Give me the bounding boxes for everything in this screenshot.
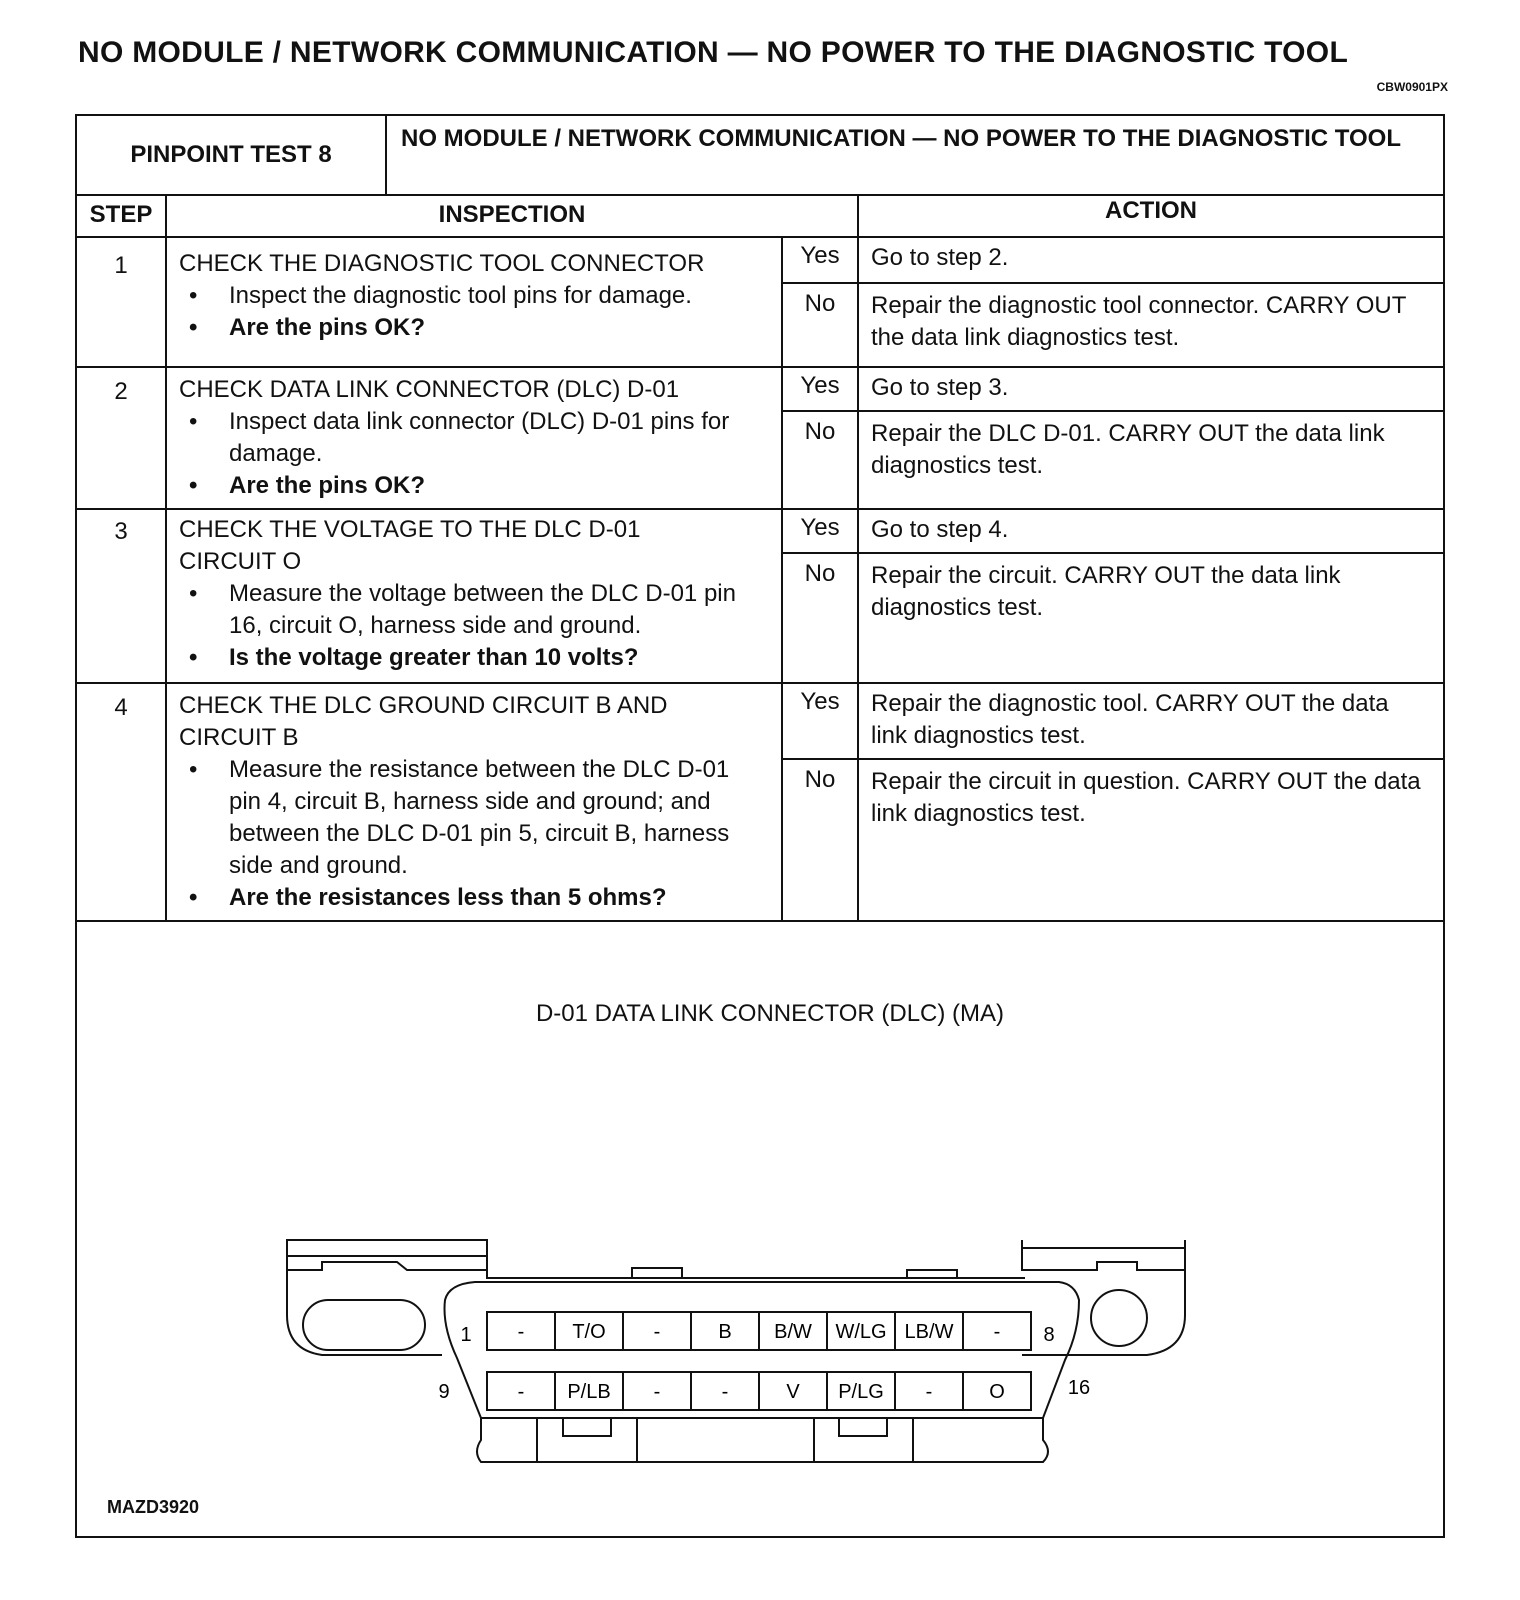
step-heading: CHECK THE DIAGNOSTIC TOOL CONNECTOR — [179, 250, 705, 277]
pin-10: P/LB — [567, 1381, 611, 1403]
yes-no-column — [781, 236, 857, 366]
yes-no-column — [781, 508, 857, 682]
pin-16: O — [989, 1381, 1005, 1403]
pin-13: V — [786, 1381, 800, 1403]
pin-11: - — [653, 1381, 661, 1403]
yes-label: Yes — [800, 514, 840, 541]
pin-number-9: 9 — [438, 1381, 450, 1403]
pin-12: - — [721, 1381, 729, 1403]
no-action: Repair the circuit in question. CARRY OUT the data link diagnostics test. — [859, 758, 1443, 920]
pin-14: P/LG — [838, 1381, 884, 1403]
diagram-title: D-01 DATA LINK CONNECTOR (DLC) (MA) — [535, 1000, 1005, 1027]
test-title-row — [77, 116, 1443, 196]
action-column — [857, 236, 1443, 366]
no-label: No — [783, 282, 857, 366]
pin-3: - — [653, 1321, 661, 1343]
step-heading: CHECK DATA LINK CONNECTOR (DLC) D-01 — [179, 376, 680, 403]
step-number: 3 — [114, 518, 128, 545]
no-action: Repair the circuit. CARRY OUT the data link diagnostics test. — [859, 552, 1443, 682]
pin-2: T/O — [572, 1321, 606, 1343]
pin-9: - — [517, 1381, 525, 1403]
action-column — [857, 682, 1443, 920]
step-question: • Are the resistances less than 5 ohms? — [179, 882, 741, 914]
step-row-3 — [77, 508, 1443, 684]
step-bullet: • Measure the resistance between the DLC D-01 pin 4, circuit B, harness side and ground; and between the DLC D-01 pin 5, circuit B, harness side and ground. — [179, 754, 741, 882]
step-row-4 — [77, 682, 1443, 922]
test-name — [77, 116, 385, 194]
pin-7: LB/W — [904, 1321, 954, 1343]
page-title: NO MODULE / NETWORK COMMUNICATION — NO POWER TO THE DIAGNOSTIC TOOL — [78, 36, 1349, 69]
yes-label: Yes — [800, 242, 840, 269]
action-column — [857, 366, 1443, 508]
step-bullet: • Inspect the diagnostic tool pins for damage. — [179, 280, 781, 312]
step-number: 1 — [114, 252, 128, 279]
action-header: ACTION — [857, 194, 1443, 236]
pin-number-16: 16 — [1067, 1377, 1091, 1399]
pin-15: - — [925, 1381, 933, 1403]
step-number: 4 — [114, 694, 128, 721]
step-bullet: • Inspect data link connector (DLC) D-01 pins for damage. — [179, 406, 769, 470]
pin-8: - — [993, 1321, 1001, 1343]
no-label: No — [783, 410, 857, 508]
step-heading: CHECK THE VOLTAGE TO THE DLC D-01 CIRCUIT O — [179, 516, 641, 575]
yes-no-column — [781, 366, 857, 508]
step-inspection — [165, 508, 781, 682]
no-label: No — [783, 552, 857, 682]
pin-4: B — [718, 1321, 732, 1343]
inspection-header: INSPECTION — [165, 194, 857, 236]
diagram-area — [77, 920, 1443, 1536]
pin-5: B/W — [774, 1321, 812, 1343]
test-name-label: PINPOINT TEST 8 — [130, 141, 332, 168]
column-header-row — [77, 194, 1443, 238]
pin-6: W/LG — [835, 1321, 887, 1343]
step-heading: CHECK THE DLC GROUND CIRCUIT B AND CIRCUIT B — [179, 692, 668, 751]
step-bullet: • Measure the voltage between the DLC D-01 pin 16, circuit O, harness side and ground. — [179, 578, 741, 642]
step-header: STEP — [89, 201, 153, 228]
step-number: 2 — [114, 378, 128, 405]
dlc-connector-diagram — [77, 1100, 1447, 1520]
yes-action: Go to step 2. — [871, 244, 1009, 271]
yes-action: Go to step 4. — [871, 516, 1009, 543]
step-row-2 — [77, 366, 1443, 510]
pin-number-1: 1 — [460, 1324, 472, 1346]
step-inspection — [165, 236, 781, 366]
yes-action: Repair the diagnostic tool. CARRY OUT the data link diagnostics test. — [871, 690, 1389, 749]
document-code: CBW0901PX — [1376, 80, 1448, 94]
no-action: Repair the diagnostic tool connector. CARRY OUT the data link diagnostics test. — [859, 282, 1443, 366]
step-question: • Is the voltage greater than 10 volts? — [179, 642, 741, 674]
step-row-1 — [77, 236, 1443, 368]
yes-label: Yes — [800, 688, 840, 715]
no-label: No — [783, 758, 857, 920]
action-column — [857, 508, 1443, 682]
no-action: Repair the DLC D-01. CARRY OUT the data link diagnostics test. — [859, 410, 1443, 508]
pin-row-top — [487, 1312, 1031, 1350]
yes-label: Yes — [800, 372, 840, 399]
step-inspection — [165, 366, 781, 508]
pin-1: - — [517, 1321, 525, 1343]
yes-action: Go to step 3. — [871, 374, 1009, 401]
test-description — [385, 116, 1443, 194]
pin-number-8: 8 — [1043, 1324, 1055, 1346]
pin-row-bottom — [487, 1372, 1031, 1410]
step-inspection — [165, 682, 781, 920]
step-question: • Are the pins OK? — [179, 312, 781, 344]
yes-no-column — [781, 682, 857, 920]
pinpoint-test-table — [75, 114, 1445, 1538]
figure-code: MAZD3920 — [107, 1497, 200, 1517]
test-description-label: NO MODULE / NETWORK COMMUNICATION — NO POWER TO THE DIAGNOSTIC TOOL — [401, 125, 1401, 152]
step-question: • Are the pins OK? — [179, 470, 769, 502]
